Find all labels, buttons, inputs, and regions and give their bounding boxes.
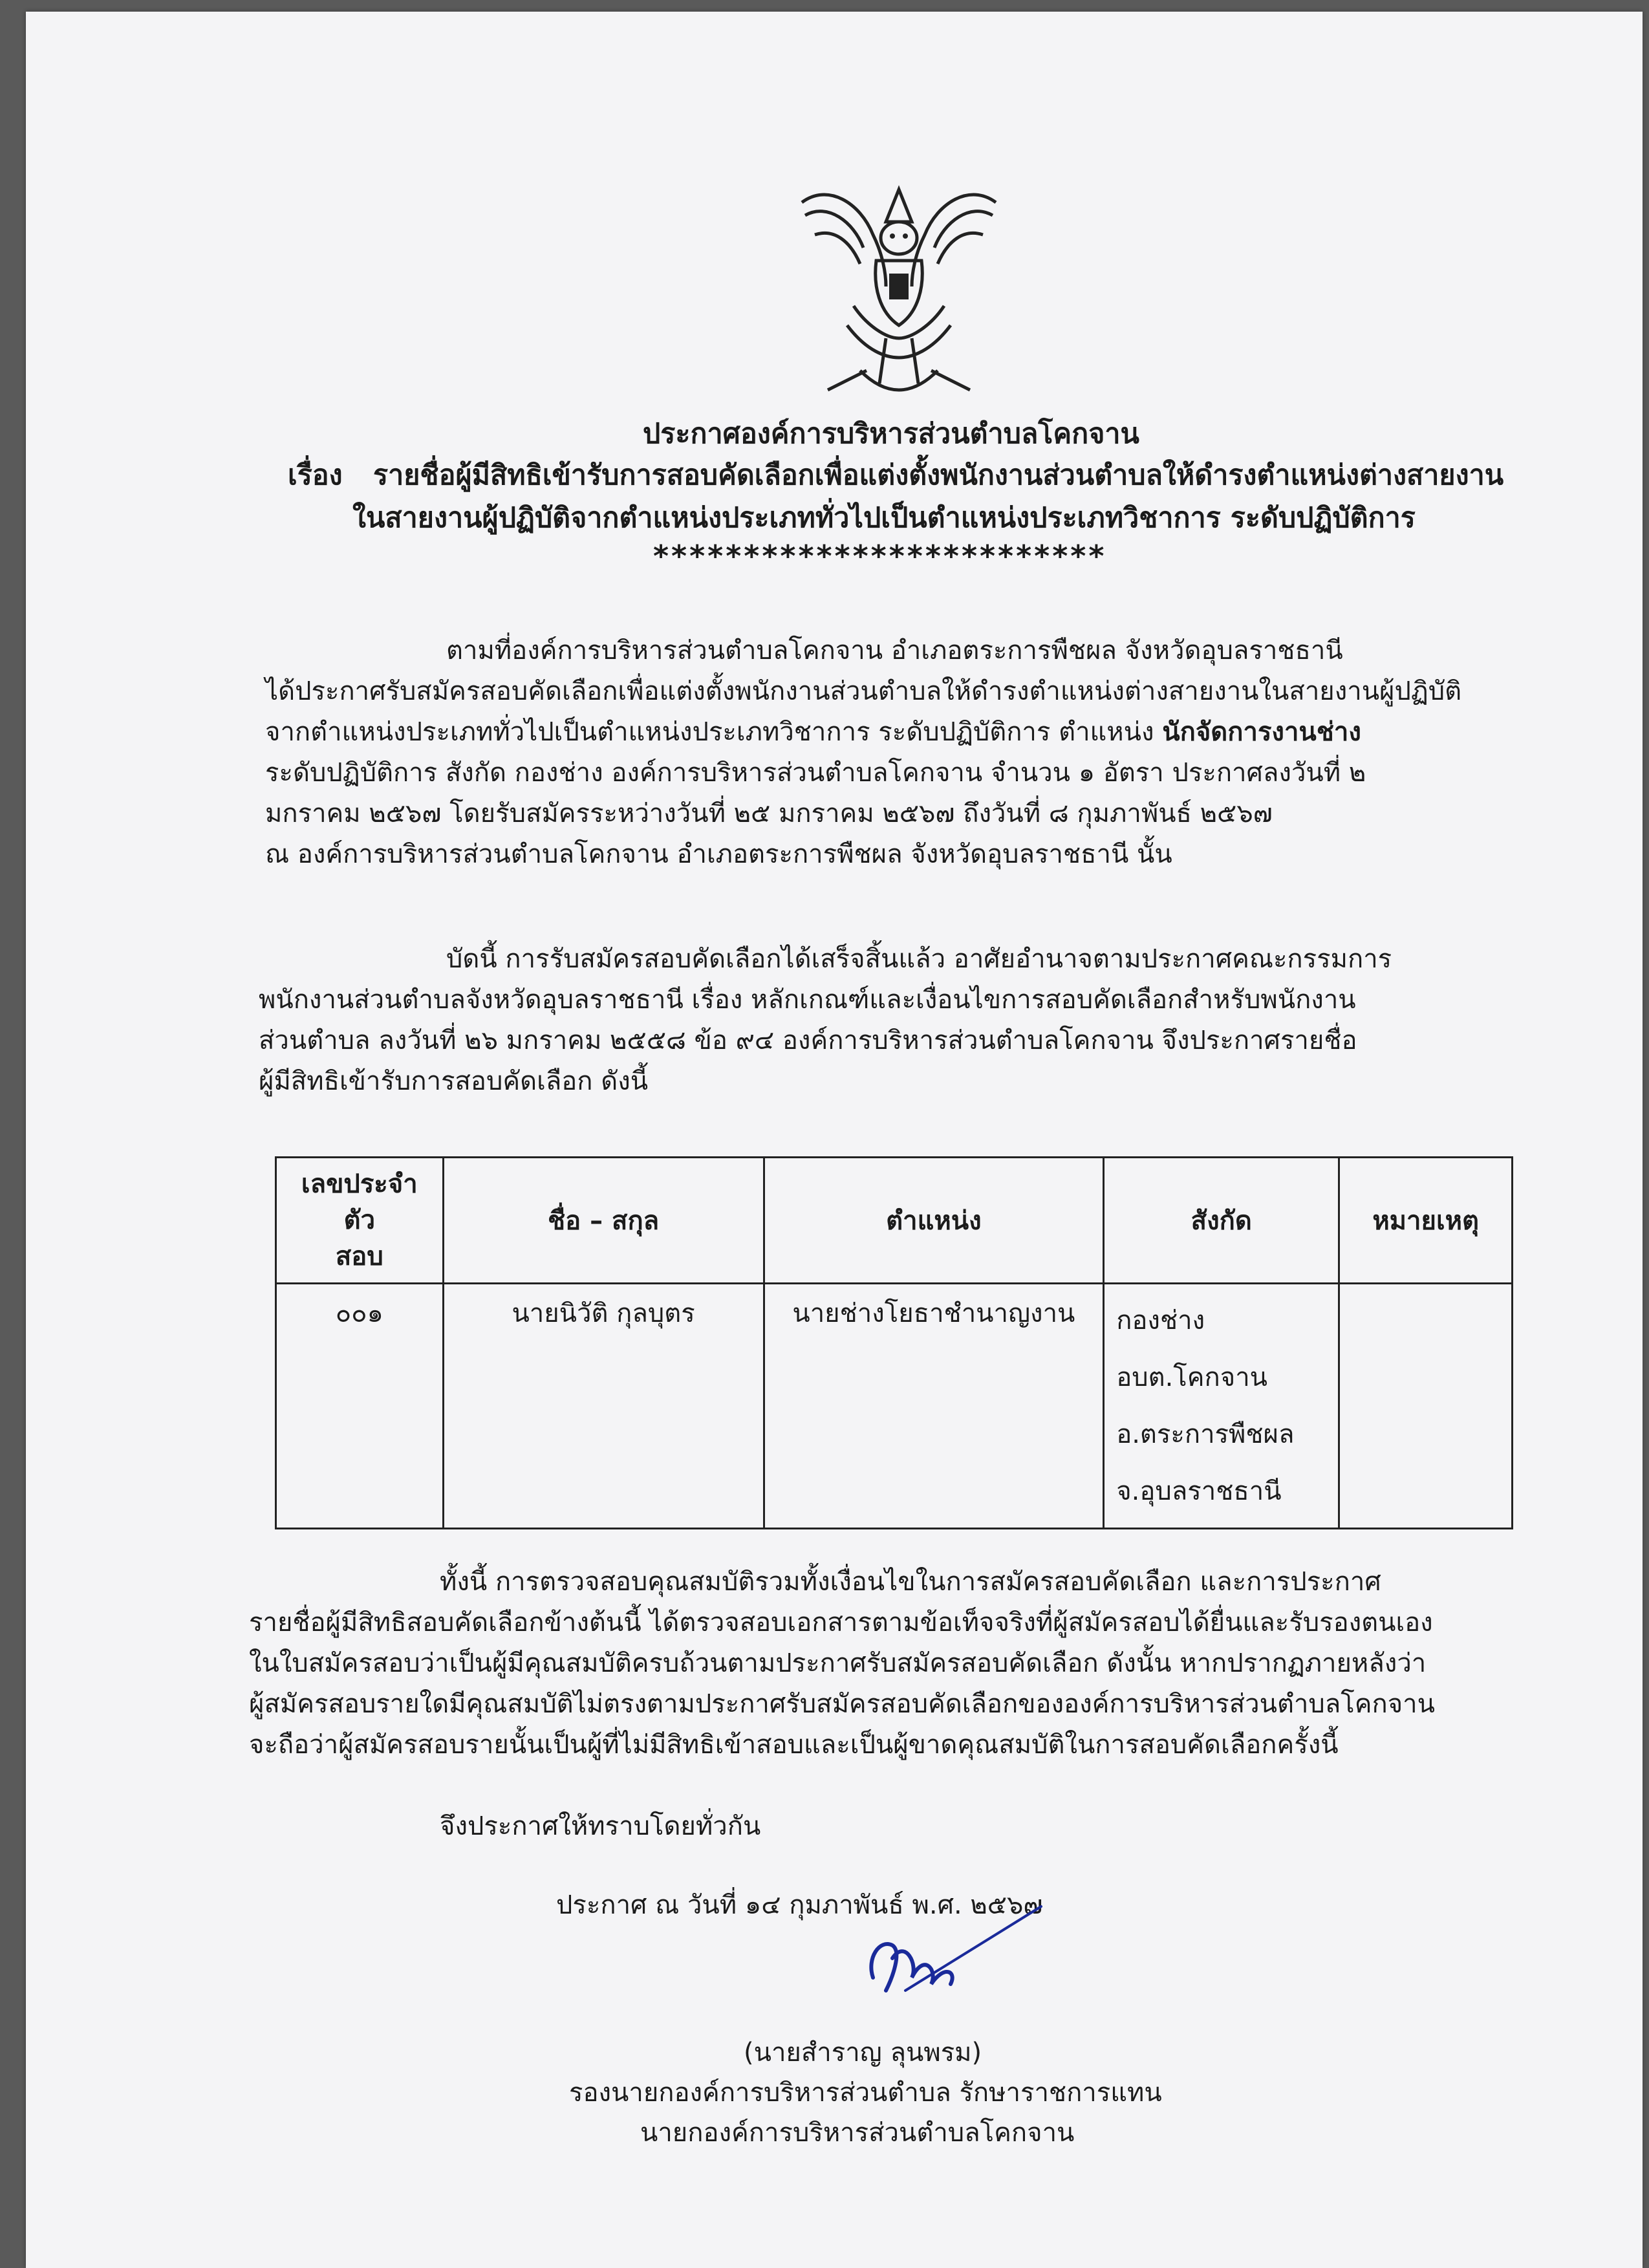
header-exam-id-line2: สอบ [335, 1242, 383, 1271]
para3-line5: จะถือว่าผู้สมัครสอบรายนั้นเป็นผู้ที่ไม่มีสิทธิเข้าสอบและเป็นผู้ขาดคุณสมบัติในการสอบคัดเลือกครั้งนี้ [249, 1730, 1339, 1760]
para2-line3: ส่วนตำบล ลงวันที่ ๒๖ มกราคม ๒๕๕๘ ข้อ ๙๔ องค์การบริหารส่วนตำบลโคกจาน จึงประกาศรายชื่อ [259, 1026, 1357, 1055]
affiliation-line3: อ.ตระการพืชผล [1116, 1420, 1295, 1449]
cell-name: นายนิวัติ กุลบุตร [443, 1284, 764, 1529]
table-row [276, 1284, 1513, 1529]
garuda-emblem [789, 177, 1009, 409]
para1-line3-text: จากตำแหน่งประเภททั่วไปเป็นตำแหน่งประเภทวิชาการ ระดับปฏิบัติการ ตำแหน่ง [265, 717, 1154, 747]
para1-line6: ณ องค์การบริหารส่วนตำบลโคกจาน อำเภอตระการพืชผล จังหวัดอุบลราชธานี นั้น [265, 839, 1172, 869]
affiliation-line4: จ.อุบลราชธานี [1116, 1476, 1282, 1506]
para1-line5: มกราคม ๒๕๖๗ โดยรับสมัครระหว่างวันที่ ๒๕ มกราคม ๒๕๖๗ ถึงวันที่ ๘ กุมภาพันธ์ ๒๕๖๗ [265, 799, 1273, 828]
subject-label: เรื่อง [288, 459, 343, 491]
subject-line-2: ในสายงานผู้ปฏิบัติจากตำแหน่งประเภททั่วไปเป็นตำแหน่งประเภทวิชาการ ระดับปฏิบัติการ [352, 502, 1416, 534]
candidate-table [275, 1156, 1513, 1529]
para1-line4: ระดับปฏิบัติการ สังกัด กองช่าง องค์การบริหารส่วนตำบลโคกจาน จำนวน ๑ อัตรา ประกาศลงวันที่ ๒ [265, 758, 1366, 788]
para2-line1: บัดนี้ การรับสมัครสอบคัดเลือกได้เสร็จสิ้นแล้ว อาศัยอำนาจตามประกาศคณะกรรมการ [446, 944, 1392, 974]
header-position: ตำแหน่ง [764, 1158, 1104, 1284]
document-page [26, 12, 1643, 2268]
header-exam-id-line1: เลขประจำตัว [301, 1169, 418, 1235]
header-remark: หมายเหตุ [1339, 1158, 1513, 1284]
closing-announce: จึงประกาศให้ทราบโดยทั่วกัน [440, 1811, 761, 1841]
para2-line2: พนักงานส่วนตำบลจังหวัดอุบลราชธานี เรื่อง หลักเกณฑ์และเงื่อนไขการสอบคัดเลือกสำหรับพนักงาน [259, 985, 1356, 1015]
position-title-bold: นักจัดการงานช่าง [1162, 717, 1361, 747]
para1-line1: ตามที่องค์การบริหารส่วนตำบลโคกจาน อำเภอตระการพืชผล จังหวัดอุบลราชธานี [446, 636, 1343, 665]
document-title: ประกาศองค์การบริหารส่วนตำบลโคกจาน [643, 418, 1139, 450]
signer-name: (นายสำราญ ลุนพรม) [744, 2038, 982, 2068]
para3-line4: ผู้สมัครสอบรายใดมีคุณสมบัติไม่ตรงตามประกาศรับสมัครสอบคัดเลือกขององค์การบริหารส่วนตำบลโคกจาน [249, 1689, 1435, 1719]
cell-remark [1339, 1284, 1513, 1529]
cell-affiliation [1104, 1284, 1339, 1529]
signer-title-1: รองนายกองค์การบริหารส่วนตำบล รักษาราชการแทน [569, 2078, 1162, 2108]
subject-line-1: รายชื่อผู้มีสิทธิเข้ารับการสอบคัดเลือกเพื่อแต่งตั้งพนักงานส่วนตำบลให้ดำรงตำแหน่งต่างสายงาน [373, 459, 1504, 491]
para3-line3: ในใบสมัครสอบว่าเป็นผู้มีคุณสมบัติครบถ้วนตามประกาศรับสมัครสอบคัดเลือก ดังนั้น หากปรากฏภายหลังว่า [249, 1648, 1427, 1678]
header-exam-id [276, 1158, 444, 1284]
signer-title-2: นายกองค์การบริหารส่วนตำบลโคกจาน [640, 2118, 1075, 2148]
header-name: ชื่อ – สกุล [443, 1158, 764, 1284]
announce-date: ประกาศ ณ วันที่ ๑๔ กุมภาพันธ์ พ.ศ. ๒๕๖๗ [556, 1890, 1043, 1920]
affiliation-line2: อบต.โคกจาน [1116, 1363, 1267, 1392]
separator-stars: ************************* [653, 539, 1107, 574]
para3-line1: ทั้งนี้ การตรวจสอบคุณสมบัติรวมทั้งเงื่อนไขในการสมัครสอบคัดเลือก และการประกาศ [440, 1567, 1381, 1597]
affiliation-line1: กองช่าง [1116, 1306, 1205, 1335]
cell-exam-id: ๐๐๑ [276, 1284, 444, 1529]
para3-line2: รายชื่อผู้มีสิทธิสอบคัดเลือกข้างต้นนี้ ได้ตรวจสอบเอกสารตามข้อเท็จจริงที่ผู้สมัครสอบได้ยื่นและรับรองตนเอง [249, 1608, 1433, 1637]
para1-line3 [265, 711, 1361, 752]
cell-position: นายช่างโยธาชำนาญงาน [764, 1284, 1104, 1529]
para1-line2: ได้ประกาศรับสมัครสอบคัดเลือกเพื่อแต่งตั้งพนักงานส่วนตำบลให้ดำรงตำแหน่งต่างสายงานในสายงานผู้ปฏิบัติ [265, 676, 1462, 706]
table-header-row [276, 1158, 1513, 1284]
handwritten-signature [847, 1887, 1054, 2016]
header-affiliation: สังกัด [1104, 1158, 1339, 1284]
para2-line4: ผู้มีสิทธิเข้ารับการสอบคัดเลือก ดังนี้ [259, 1066, 649, 1096]
